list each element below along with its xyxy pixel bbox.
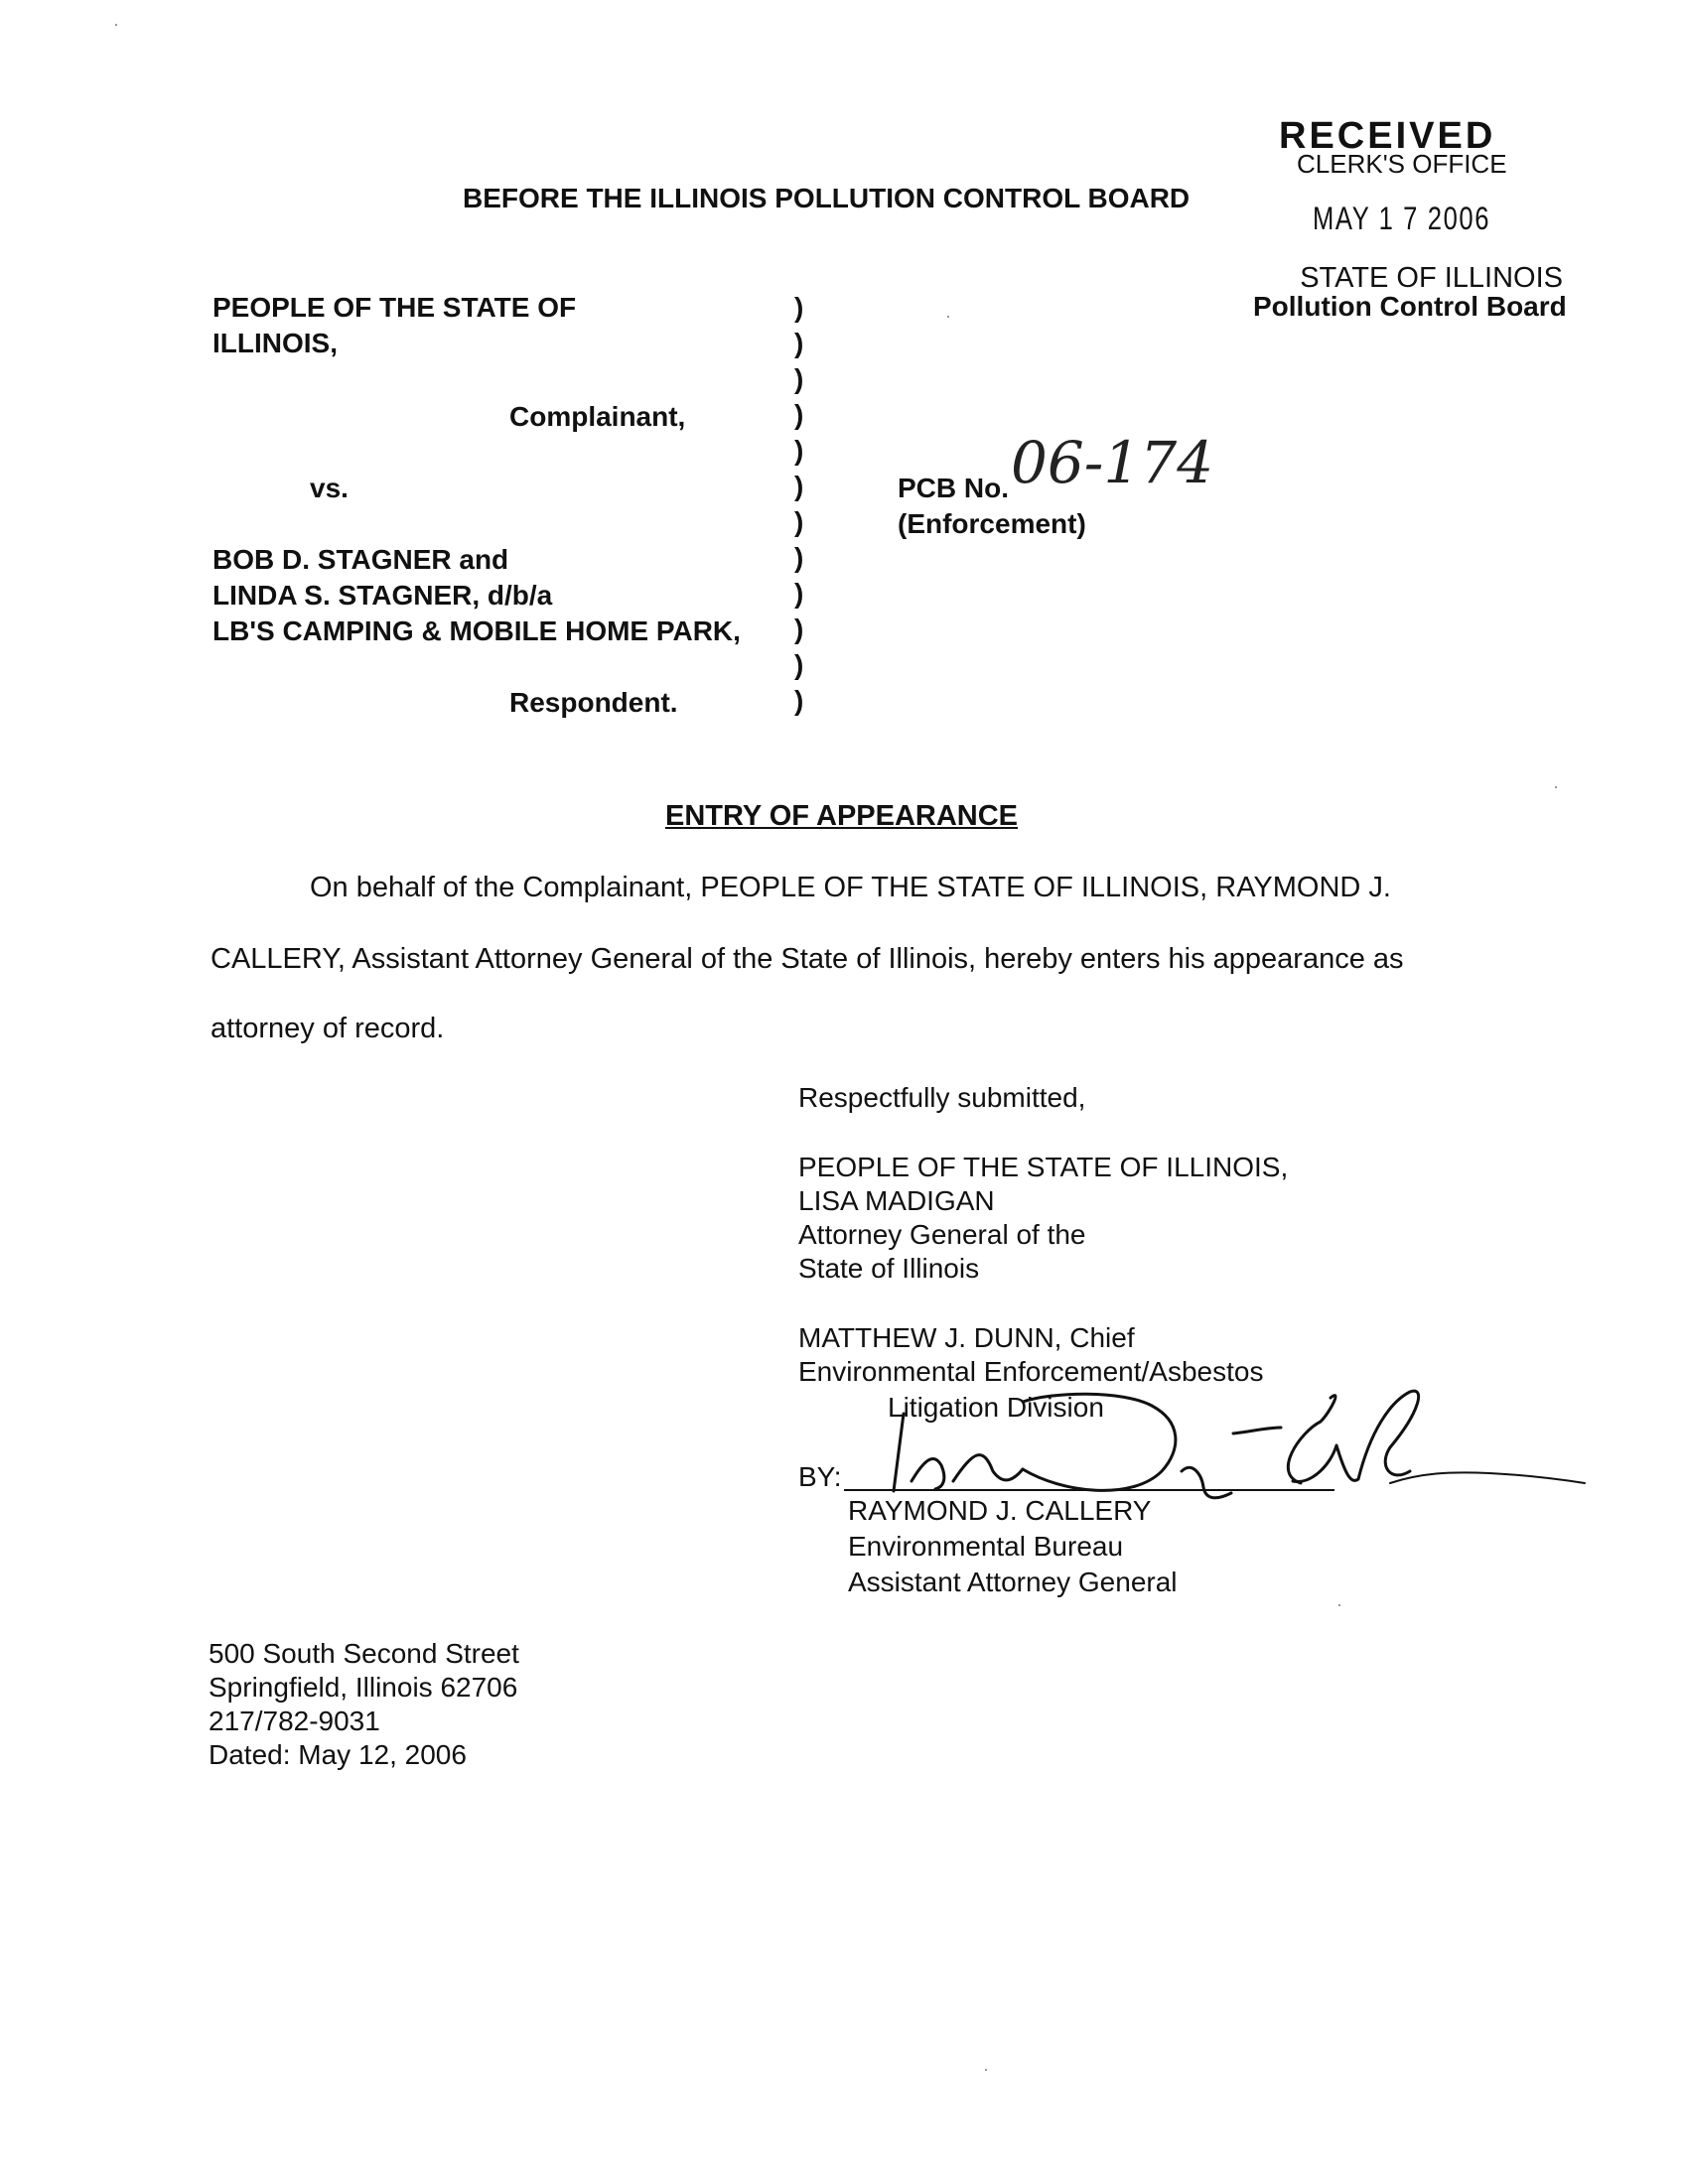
- stamp-office: CLERK'S OFFICE: [1297, 149, 1507, 179]
- signature-stroke: [1233, 1428, 1281, 1433]
- stamp-date: MAY 1 7 2006: [1313, 201, 1491, 236]
- party2-line2: LINDA S. STAGNER, d/b/a: [212, 580, 553, 611]
- scan-speck: [985, 2069, 987, 2071]
- signature-stroke: [1293, 1391, 1419, 1481]
- vs-label: vs.: [310, 473, 349, 503]
- pcb-label: PCB No.: [898, 473, 1009, 503]
- stamp-state-block: [1253, 262, 1567, 322]
- scan-speck: [115, 24, 117, 26]
- address-city: Springfield, Illinois 62706: [209, 1672, 518, 1703]
- address-street: 500 South Second Street: [209, 1638, 519, 1669]
- caption-paren: ): [794, 328, 804, 358]
- closing: Respectfully submitted,: [798, 1082, 1086, 1113]
- party1-line1: PEOPLE OF THE STATE OF: [212, 292, 577, 323]
- address-phone: 217/782-9031: [209, 1706, 380, 1736]
- caption-paren: ): [794, 542, 804, 573]
- signer-title: Assistant Attorney General: [848, 1567, 1178, 1597]
- stamp-state: STATE OF ILLINOIS: [1300, 262, 1563, 294]
- party2-line1: BOB D. STAGNER and: [212, 544, 509, 575]
- pcb-number-handwritten: 06-174: [1011, 429, 1214, 496]
- party1-line2: ILLINOIS,: [212, 328, 338, 358]
- caption-paren: ): [794, 435, 804, 466]
- caption-paren: ): [794, 685, 804, 716]
- stamp-board: Pollution Control Board: [1253, 291, 1567, 322]
- caption-paren: ): [794, 506, 804, 537]
- address-dated: Dated: May 12, 2006: [209, 1739, 467, 1770]
- stamp-received: RECEIVED: [1279, 115, 1496, 157]
- enforcement-label: (Enforcement): [898, 508, 1086, 539]
- body-line: CALLERY, Assistant Attorney General of the State of Illinois, hereby enters his appearance as: [210, 943, 1404, 975]
- signature-stroke: [953, 1455, 1023, 1481]
- signature-stroke: [1288, 1396, 1335, 1483]
- caption-paren: ): [794, 649, 804, 680]
- signature-stroke: [1182, 1467, 1231, 1497]
- chief-line: Environmental Enforcement/Asbestos: [798, 1356, 1264, 1387]
- caption-paren: ): [794, 399, 804, 430]
- signer-name: RAYMOND J. CALLERY: [848, 1495, 1152, 1526]
- signature-stroke: [1023, 1394, 1176, 1490]
- signature-stroke: [1390, 1472, 1585, 1483]
- signer-bureau: Environmental Bureau: [848, 1531, 1124, 1562]
- caption-paren: ): [794, 614, 804, 644]
- party2-line3: LB'S CAMPING & MOBILE HOME PARK,: [212, 615, 741, 646]
- org-line: Attorney General of the: [798, 1219, 1086, 1250]
- caption-paren: ): [794, 471, 804, 501]
- chief-line: Litigation Division: [888, 1392, 1104, 1423]
- chief-line: MATTHEW J. DUNN, Chief: [798, 1322, 1135, 1353]
- court-heading: BEFORE THE ILLINOIS POLLUTION CONTROL BOARD: [463, 183, 1191, 213]
- scan-speck: [1555, 786, 1557, 788]
- org-line: LISA MADIGAN: [798, 1185, 995, 1216]
- document-title: ENTRY OF APPEARANCE: [665, 800, 1019, 832]
- scan-speck: [947, 316, 949, 318]
- body-line: On behalf of the Complainant, PEOPLE OF THE STATE OF ILLINOIS, RAYMOND J.: [310, 872, 1391, 903]
- org-line: State of Illinois: [798, 1253, 980, 1284]
- body-line: attorney of record.: [210, 1013, 445, 1044]
- caption-paren: ): [794, 578, 804, 609]
- scan-speck: [1338, 1604, 1340, 1606]
- complainant-label: Complainant,: [509, 401, 686, 432]
- signature-stroke: [894, 1414, 944, 1491]
- respondent-label: Respondent.: [509, 687, 678, 718]
- by-label: BY:: [798, 1461, 842, 1492]
- org-line: PEOPLE OF THE STATE OF ILLINOIS,: [798, 1152, 1289, 1182]
- caption-paren: ): [794, 363, 804, 394]
- caption-paren: ): [794, 292, 804, 323]
